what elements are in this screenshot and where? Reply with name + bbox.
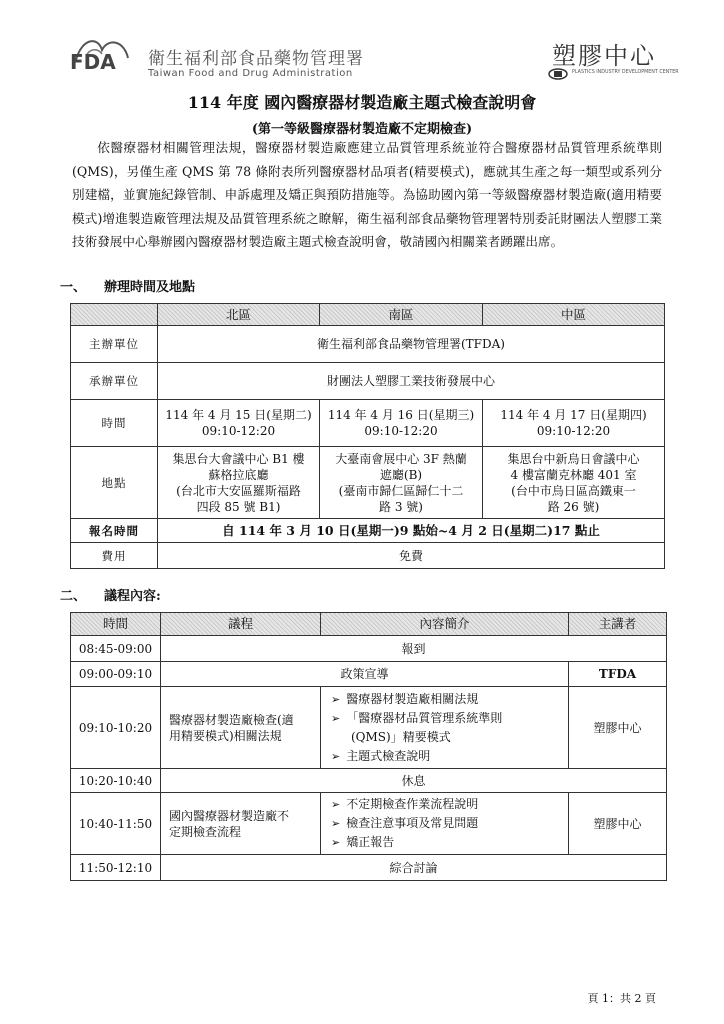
time-label: 時間 (71, 400, 158, 447)
time-south: 114 年 4 月 16 日(星期三) 09:10-12:20 (320, 400, 483, 447)
agenda-time: 10:20-10:40 (71, 769, 161, 793)
agenda-time: 10:40-11:50 (71, 793, 161, 855)
co-organizer-label: 承辦單位 (71, 363, 158, 400)
time-row (71, 400, 665, 447)
agenda-point: ➢ 「醫療器材品質管理系統準則 (331, 709, 566, 728)
agenda-merged: 綜合討論 (161, 855, 667, 881)
organizer-label: 主辦單位 (71, 326, 158, 363)
fee-row (71, 543, 665, 569)
fda-logo (70, 34, 370, 82)
agenda-header-content: 內容簡介 (321, 613, 569, 636)
section-1-heading (60, 276, 195, 295)
registration-value: 自 114 年 3 月 10 日(星期一)9 點始~4 月 2 日(星期二)17 點止 (158, 519, 665, 543)
time-central: 114 年 4 月 17 日(星期四) 09:10-12:20 (483, 400, 665, 447)
agenda-row (71, 769, 667, 793)
agenda-point-continued: (QMS)」精要模式 (351, 729, 451, 744)
region-central: 中區 (483, 304, 665, 326)
venue-north: 集思台大會議中心 B1 樓 蘇格拉底廳 (台北市大安區羅斯福路 四段 85 號 B1) (158, 447, 320, 519)
schedule-table (70, 303, 665, 569)
registration-label: 報名時間 (71, 519, 158, 543)
agenda-table (70, 612, 667, 881)
venue-label: 地點 (71, 447, 158, 519)
agenda-speaker: 塑膠中心 (569, 687, 667, 769)
region-south: 南區 (320, 304, 483, 326)
page-number: 頁 1：共 2 頁 (587, 992, 656, 1005)
agenda-header-row (71, 613, 667, 636)
agenda-row (71, 636, 667, 662)
agenda-header-speaker: 主講者 (569, 613, 667, 636)
agenda-point: ➢ 檢查注意事項及常見問題 (331, 814, 566, 833)
organizer-value: 衛生福利部食品藥物管理署(TFDA) (158, 326, 665, 363)
time-north: 114 年 4 月 15 日(星期二) 09:10-12:20 (158, 400, 320, 447)
agenda-merged: 報到 (161, 636, 667, 662)
agenda-header-topic: 議程 (161, 613, 321, 636)
venue-central: 集思台中新烏日會議中心 4 樓富蘭克林廳 401 室 (台中市烏日區高鐵東一 路 26 號) (483, 447, 665, 519)
section-number: 一、 (60, 280, 87, 295)
co-organizer-value: 財團法人塑膠工業技術發展中心 (158, 363, 665, 400)
agenda-time: 09:00-09:10 (71, 662, 161, 687)
agenda-merged: 政策宣導 (161, 662, 569, 687)
fee-value: 免費 (158, 543, 665, 569)
agenda-speaker: TFDA (569, 662, 667, 687)
agenda-point: ➢ 矯正報告 (331, 833, 566, 852)
pidc-logo (544, 36, 684, 82)
agenda-point: ➢ 不定期檢查作業流程說明 (331, 795, 566, 814)
agenda-content (321, 793, 569, 855)
agenda-topic: 醫療器材製造廠檢查(適 用精要模式)相關法規 (161, 687, 321, 769)
pidc-name-en: PLASTICS INDUSTRY DEVELOPMENT CENTER (572, 70, 679, 75)
agenda-time: 08:45-09:00 (71, 636, 161, 662)
section-2-heading (60, 585, 161, 604)
agenda-header-time: 時間 (71, 613, 161, 636)
registration-row (71, 519, 665, 543)
agenda-point: ➢ 醫療器材製造廠相關法規 (331, 690, 566, 709)
section-title: 辦理時間及地點 (104, 280, 196, 295)
co-organizer-row (71, 363, 665, 400)
section-title: 議程內容: (104, 589, 161, 604)
agenda-row (71, 793, 667, 855)
fda-name-en: Taiwan Food and Drug Administration (148, 68, 353, 79)
agenda-time: 09:10-10:20 (71, 687, 161, 769)
agenda-row (71, 687, 667, 769)
document-title: 114 年度 國內醫療器材製造廠主題式檢查說明會 (187, 93, 537, 112)
document-subtitle: (第一等級醫療器材製造廠不定期檢查) (251, 122, 473, 137)
agenda-row (71, 855, 667, 881)
agenda-speaker: 塑膠中心 (569, 793, 667, 855)
agenda-time: 11:50-12:10 (71, 855, 161, 881)
agenda-row (71, 662, 667, 687)
fda-name-zh: 衛生福利部食品藥物管理署 (148, 49, 364, 69)
fee-label: 費用 (71, 543, 158, 569)
venue-row (71, 447, 665, 519)
empty-header-cell (71, 304, 158, 326)
intro-paragraph: 依醫療器材相關管理法規，醫療器材製造廠應建立品質管理系統並符合醫療器材品質管理系統準則(QMS)，另僅生產 QMS 第 78 條附表所列醫療器材品項者(精要模式)，應就其生產之每一類型或系列分別建檔，並實施紀錄管制、申訴處理及矯正與預防措施等。為協助國內第一等級醫療器材製造廠(適用精要模式)增進製造廠管理法規及品質管理系統之瞭解，衛生福利部食品藥物管理署特別委託財團法人塑膠工業技術發展中心舉辦國內醫療器材製造廠主題式檢查說明會，敬請國內相關業者踴躍出席。 (72, 140, 662, 249)
pidc-name-zh: 塑膠中心 (552, 42, 656, 70)
agenda-merged: 休息 (161, 769, 667, 793)
agenda-content (321, 687, 569, 769)
venue-south: 大臺南會展中心 3F 熱蘭 遮廳(B) (臺南市歸仁區歸仁十二 路 3 號) (320, 447, 483, 519)
region-header-row (71, 304, 665, 326)
agenda-point: ➢ 主題式檢查說明 (331, 747, 566, 766)
section-number: 二、 (60, 589, 87, 604)
pidc-mark-icon (548, 68, 568, 80)
agenda-topic: 國內醫療器材製造廠不 定期檢查流程 (161, 793, 321, 855)
fda-mark: FDA (70, 50, 116, 74)
organizer-row (71, 326, 665, 363)
page-header (60, 28, 680, 86)
region-north: 北區 (158, 304, 320, 326)
